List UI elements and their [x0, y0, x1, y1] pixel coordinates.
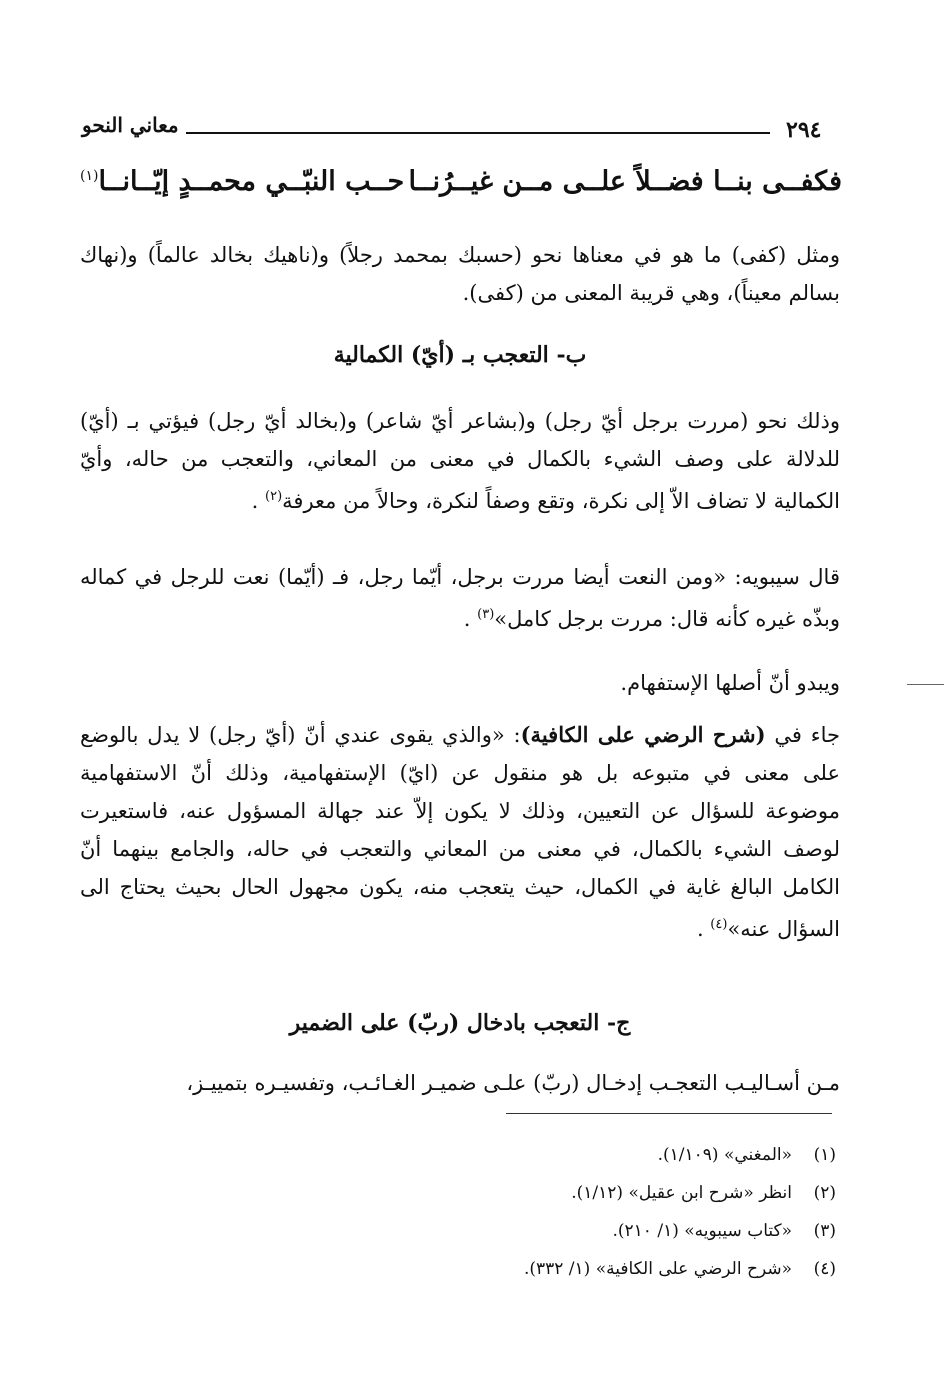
footnote-number: (٣): [813, 1221, 836, 1241]
footnote-3: [524, 1212, 836, 1250]
footnote-ref: (٤): [710, 917, 728, 932]
paragraph-ayy: وذلك نحو (مررت برجل أيّ رجل) و(بشاعر أيّ شاعر) و(بخالد أيّ رجل) فيؤتي بـ (أيّ) للدلالة على وصف الشيء بالكمال في معنى من المعاني، والتعجب من حاله، وأيّ الكمالية لا تضاف الاّ إلى نكرة، وتقع وصفاً لنكرة، وحالاً من معرفة$^{(٢)}$ .: [80, 409, 840, 513]
verse-second-hemistich: [80, 166, 404, 197]
footnote-text: «شرح الرضي على الكافية» (١/ ٣٣٢).: [523, 1259, 792, 1279]
paragraph-radi-body: : «والذي يقوى عندي أنّ (أيّ رجل) لا يدل بالوضع على معنى في متبوعه بل هو منقول عن (ايّ) الإستفهامية، وذلك أنّ الاستفهامية موضوعة للسؤال عن التعيين، وذلك لا يكون إلاّ عند جهالة المسؤول عنه، فاستعيرت لوصف الشيء بالكمال، في معنى من المعاني والتعجب في حاله، والجامع بينهما أنّ الكامل البالغ غاية في الكمال، حيث يتعجب منه، يكون مجهول الحال بحيث يحتاج الى السؤال عنه»: [80, 723, 840, 941]
margin-mark: [907, 684, 944, 685]
footnote-ref: (١): [80, 168, 99, 184]
footnote-ref: (٣): [477, 607, 495, 622]
footnote-2: [524, 1174, 836, 1212]
paragraph-kafa: ومثل (كفى) ما هو في معناها نحو (حسبك بمحمد رجلاً) و(ناهيك بخالد عالماً) و(نهاك بسالم معيناً)، وهي قريبة المعنى من (كفى).: [80, 243, 840, 305]
footnote-1: [524, 1136, 836, 1174]
paragraph-rubba: مـن أسـاليـب التعجـب إدخـال (ربّ) علـى ضميـر الغـائـب، وتفسيـره بتمييـز،: [186, 1071, 840, 1095]
paragraph-radi: جاء في (شرح الرضي على الكافية): «والذي يقوى عندي أنّ (أيّ رجل) لا يدل بالوضع على معنى في متبوعه بل هو منقول عن (ايّ) الإستفهامية، وذلك أنّ الاستفهامية موضوعة للسؤال عن التعيين، وذلك لا يكون إلاّ عند جهالة المسؤول عنه، فاستعيرت لوصف الشيء بالكمال، في معنى من المعاني والتعجب في حاله، والجامع بينهما أنّ الكامل البالغ غاية في الكمال، حيث يتعجب منه، يكون مجهول الحال بحيث يحتاج الى السؤال عنه»$^{(٤)}$ .: [80, 722, 840, 941]
footnote-number: (٢): [813, 1183, 836, 1203]
paragraph-origin: ويبدو أنّ أصلها الإستفهام.: [620, 671, 840, 695]
verse-first-hemistich: فكفــى بنــا فضــلاً علــى مــن غيــرُنــا: [408, 166, 842, 197]
section-heading-b: ب- التعجب بـ (أيّ) الكمالية: [333, 342, 587, 368]
paragraph-radi-intro: جاء في: [774, 723, 840, 747]
footnote-number: (٤): [813, 1259, 836, 1279]
verse-second-text: حــب النبّــي محمــدٍ إيّــانــا: [98, 166, 405, 197]
page-number: ٢٩٤: [786, 117, 822, 143]
footnote-text: «المغني» (١/١٠٩).: [657, 1145, 792, 1165]
footnote-rule: [506, 1113, 832, 1114]
section-heading-c: ج- التعجب بادخال (ربّ) على الضمير: [289, 1010, 631, 1036]
paragraph-ayy-text: وذلك نحو (مررت برجل أيّ رجل) و(بشاعر أيّ شاعر) و(بخالد أيّ رجل) فيؤتي بـ (أيّ) للدلالة على وصف الشيء بالكمال في معنى من المعاني، والتعجب من حاله، وأيّ الكمالية لا تضاف الاّ إلى نكرة، وتقع وصفاً لنكرة، وحالاً من معرفة: [80, 409, 840, 513]
source-title: (شرح الرضي على الكافية): [520, 722, 766, 747]
footnote-text: انظر «شرح ابن عقيل» (١/١٢).: [571, 1183, 792, 1203]
footnote-4: [524, 1250, 836, 1288]
footnote-text: «كتاب سيبويه» (١/ ٢١٠).: [612, 1221, 792, 1241]
paragraph-sibawayh-text: قال سيبويه: «ومن النعت أيضا مررت برجل، أيّما رجل، فـ (أيّما) نعت للرجل في كماله وبذّه غيره كأنه قال: مررت برجل كامل»: [80, 565, 840, 631]
running-title: معاني النحو: [82, 113, 179, 137]
footnote-ref: (٢): [265, 489, 283, 504]
footnotes: [524, 1136, 836, 1288]
header-rule: [186, 132, 770, 134]
footnote-number: (١): [813, 1145, 836, 1165]
paragraph-sibawayh: قال سيبويه: «ومن النعت أيضا مررت برجل، أيّما رجل، فـ (أيّما) نعت للرجل في كماله وبذّه غيره كأنه قال: مررت برجل كامل»$^{(٣)}$ .: [80, 565, 840, 631]
